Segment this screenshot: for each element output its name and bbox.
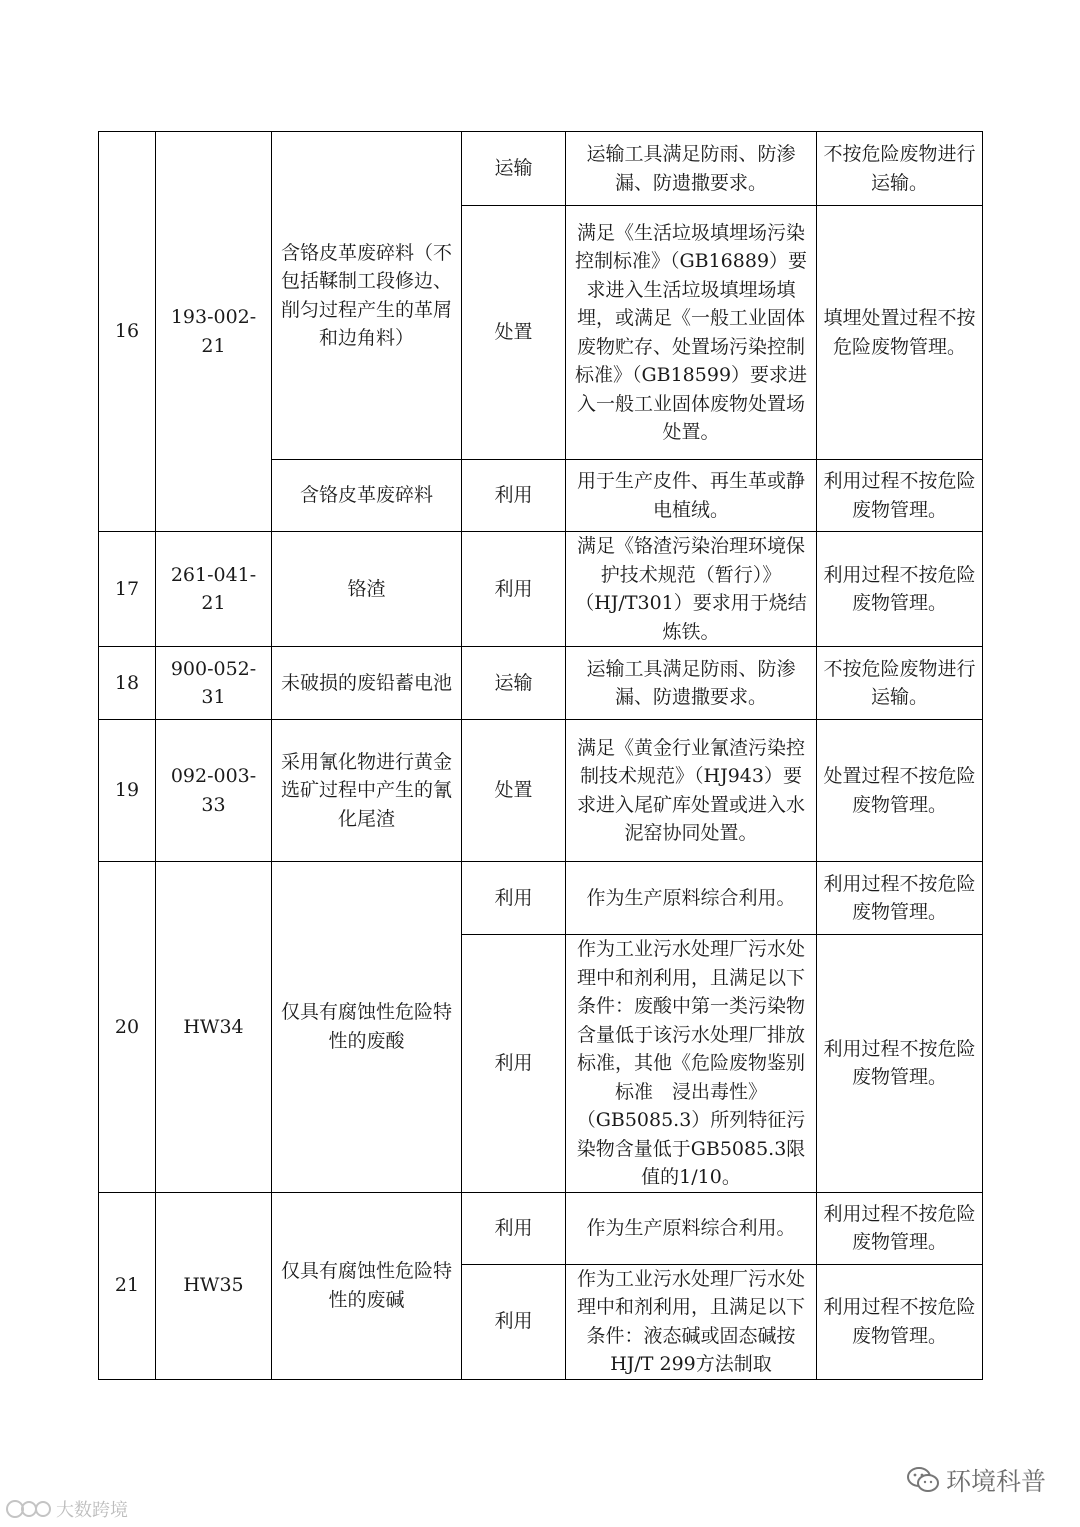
watermark-account-label: 环境科普 [945, 1467, 1046, 1496]
waste-code: HW35 [156, 1192, 272, 1379]
exemption-cell: 利用过程不按危险废物管理。 [817, 935, 983, 1193]
exemption-cell: 不按危险废物进行运输。 [817, 132, 983, 206]
waste-name: 铬渣 [272, 532, 462, 647]
waste-name: 仅具有腐蚀性危险特性的废碱 [272, 1192, 462, 1379]
row-number: 18 [99, 647, 156, 720]
stage-cell: 利用 [462, 532, 566, 647]
exemption-list-table [98, 131, 983, 1380]
row-number: 16 [99, 132, 156, 532]
waste-code: HW34 [156, 862, 272, 1193]
row-number: 19 [99, 720, 156, 862]
waste-name: 仅具有腐蚀性危险特性的废酸 [272, 862, 462, 1193]
condition-cell: 用于生产皮件、再生革或静电植绒。 [566, 460, 817, 532]
condition-cell: 满足《黄金行业氰渣污染控制技术规范》（HJ943）要求进入尾矿库处置或进入水泥窑协同处置。 [566, 720, 817, 862]
stage-cell: 利用 [462, 1264, 566, 1379]
exemption-cell: 利用过程不按危险废物管理。 [817, 862, 983, 935]
waste-name: 采用氰化物进行黄金选矿过程中产生的氰化尾渣 [272, 720, 462, 862]
exemption-cell: 填埋处置过程不按危险废物管理。 [817, 206, 983, 460]
stage-cell: 利用 [462, 1192, 566, 1264]
waste-code: 900-052-31 [156, 647, 272, 720]
waste-name: 含铬皮革废碎料 [272, 460, 462, 532]
wechat-icon [906, 1466, 940, 1494]
condition-cell: 作为工业污水处理厂污水处理中和剂利用，且满足以下条件：废酸中第一类污染物含量低于该污水处理厂排放标准，其他《危险废物鉴别标准 浸出毒性》（GB5085.3）所列特征污染物含量低于GB5085.3限值的1/10。 [566, 935, 817, 1193]
watermark-brand-label: 大数跨境 [56, 1500, 128, 1521]
exemption-cell: 处置过程不按危险废物管理。 [817, 720, 983, 862]
stage-cell: 利用 [462, 935, 566, 1193]
condition-cell: 满足《生活垃圾填埋场污染控制标准》（GB16889）要求进入生活垃圾填埋场填埋，或满足《一般工业固体废物贮存、处置场污染控制标准》（GB18599）要求进入一般工业固体废物处置场处置。 [566, 206, 817, 460]
condition-cell: 运输工具满足防雨、防渗漏、防遗撒要求。 [566, 647, 817, 720]
brand-logo-icon [6, 1498, 52, 1520]
waste-code: 092-003-33 [156, 720, 272, 862]
watermark-brand [6, 1496, 128, 1522]
stage-cell: 处置 [462, 206, 566, 460]
exemption-cell: 不按危险废物进行运输。 [817, 647, 983, 720]
exemption-cell: 利用过程不按危险废物管理。 [817, 532, 983, 647]
condition-cell: 运输工具满足防雨、防渗漏、防遗撒要求。 [566, 132, 817, 206]
stage-cell: 运输 [462, 132, 566, 206]
waste-name: 未破损的废铅蓄电池 [272, 647, 462, 720]
exemption-cell: 利用过程不按危险废物管理。 [817, 1264, 983, 1379]
condition-cell: 作为生产原料综合利用。 [566, 862, 817, 935]
row-number: 21 [99, 1192, 156, 1379]
condition-cell: 作为工业污水处理厂污水处理中和剂利用，且满足以下条件：液态碱或固态碱按HJ/T 299方法制取 [566, 1264, 817, 1379]
exemption-cell: 利用过程不按危险废物管理。 [817, 460, 983, 532]
condition-cell: 满足《铬渣污染治理环境保护技术规范（暂行）》（HJ/T301）要求用于烧结炼铁。 [566, 532, 817, 647]
condition-cell: 作为生产原料综合利用。 [566, 1192, 817, 1264]
stage-cell: 处置 [462, 720, 566, 862]
waste-code: 193-002-21 [156, 132, 272, 532]
exemption-cell: 利用过程不按危险废物管理。 [817, 1192, 983, 1264]
row-number: 20 [99, 862, 156, 1193]
waste-name: 含铬皮革废碎料（不包括鞣制工段修边、削匀过程产生的革屑和边角料） [272, 132, 462, 460]
row-number: 17 [99, 532, 156, 647]
stage-cell: 利用 [462, 460, 566, 532]
watermark-account [906, 1462, 1046, 1498]
waste-code: 261-041-21 [156, 532, 272, 647]
stage-cell: 运输 [462, 647, 566, 720]
stage-cell: 利用 [462, 862, 566, 935]
